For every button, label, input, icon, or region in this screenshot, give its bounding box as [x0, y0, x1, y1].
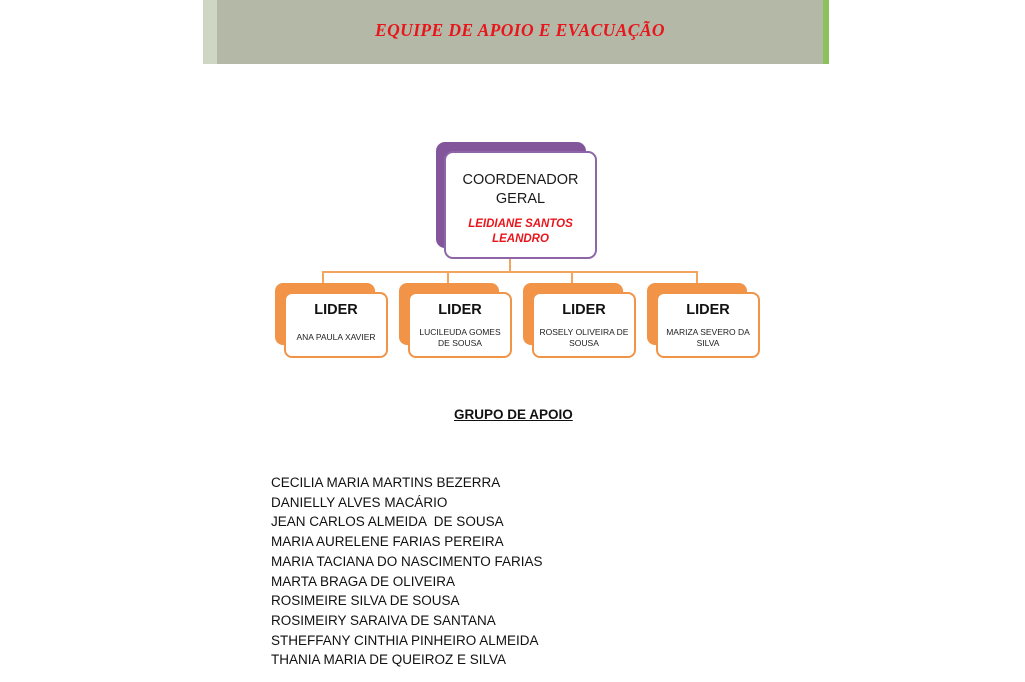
list-item: DANIELLY ALVES MACÁRIO — [271, 494, 448, 510]
list-item: MARTA BRAGA DE OLIVEIRA — [271, 573, 456, 589]
leader-title: LIDER — [438, 302, 482, 318]
list-item: STHEFFANY CINTHIA PINHEIRO ALMEIDA — [271, 632, 539, 648]
list-item: JEAN CARLOS ALMEIDA DE SOUSA — [271, 514, 504, 530]
coordinator-name: LEIDIANE SANTOS LEANDRO — [468, 218, 573, 245]
banner-left-edge — [203, 0, 217, 64]
leader-box — [284, 292, 388, 358]
list-item: CECILIA MARIA MARTINS BEZERRA — [271, 475, 501, 490]
leader-title: LIDER — [562, 302, 606, 318]
leader-name: ROSELY OLIVEIRA DE SOUSA — [539, 327, 629, 348]
leader-name: LUCILEUDA GOMES DE SOUSA — [419, 327, 501, 348]
coordinator-title: COORDENADOR GERAL — [462, 172, 579, 207]
connector-leader-1 — [322, 271, 324, 283]
leader-title: LIDER — [314, 302, 358, 318]
connector-leader-2 — [447, 271, 449, 283]
list-item: ROSIMEIRE SILVA DE SOUSA — [271, 593, 460, 609]
leader-name: MARIZA SEVERO DA SILVA — [666, 327, 750, 348]
leader-name: ANA PAULA XAVIER — [296, 332, 376, 342]
leader-box — [408, 292, 512, 358]
leader-box — [656, 292, 760, 358]
group-heading: GRUPO DE APOIO — [454, 407, 573, 422]
coordinator-box — [444, 151, 597, 259]
banner-accent-stripe — [823, 0, 829, 64]
page-title: EQUIPE DE APOIO E EVACUAÇÃO — [375, 20, 665, 40]
connector-horizontal — [322, 271, 698, 273]
list-item: MARIA TACIANA DO NASCIMENTO FARIAS — [271, 553, 543, 569]
connector-leader-3 — [571, 271, 573, 283]
connector-leader-4 — [696, 271, 698, 283]
member-list — [271, 473, 543, 670]
header-banner — [203, 0, 828, 64]
leader-box — [532, 292, 636, 358]
list-item: ROSIMEIRY SARAIVA DE SANTANA — [271, 612, 496, 628]
list-item: MARIA AURELENE FARIAS PEREIRA — [271, 534, 504, 550]
leader-title: LIDER — [686, 302, 730, 318]
list-item: THANIA MARIA DE QUEIROZ E SILVA — [271, 652, 507, 668]
